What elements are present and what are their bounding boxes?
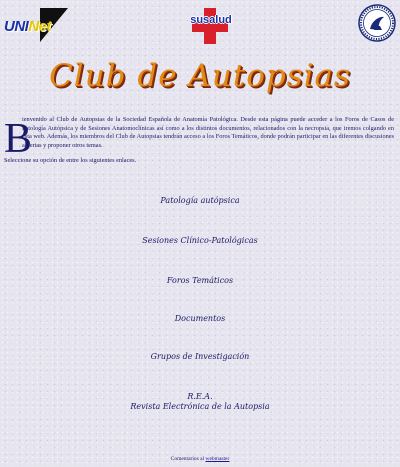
link-sesiones-clinico-patologicas[interactable]: Sesiones Clínico-Patológicas — [142, 236, 258, 245]
susalud-logo-text: susalud — [190, 14, 232, 26]
link-revista-electronica[interactable]: Revista Electrónica de la Autopsia — [130, 402, 270, 411]
link-patologia-autopsica[interactable]: Patología autópsica — [160, 196, 240, 205]
uninet-logo[interactable] — [4, 8, 68, 42]
link-rea-abbr[interactable]: R.E.A. — [187, 392, 213, 401]
susalud-logo[interactable] — [186, 8, 236, 44]
intro-paragraph: ienvenido al Club de Autopsias de la Sociedad Española de Anatomía Patológica. Desde esta página puede acceder a los Foros de Casos de Patología Autópsica y de Sesiones Anatomoclínicas así como a los distintos documentos, relacionados con la necropsia, que iremos colgando en esta web. Además, los miembros del Club de Autopsias tendrán acceso a los Foros Temáticos, donde podrán participar en las diferentes discusiones abiertas y proponer otros temas. — [22, 116, 394, 149]
intro-drop-cap: B — [4, 116, 33, 162]
seal-icon — [358, 4, 396, 42]
webmaster-link[interactable]: webmaster — [205, 456, 230, 462]
page-title: Club de Autopsias — [49, 58, 351, 94]
footer — [0, 456, 400, 462]
footer-text: Comentarios al — [170, 456, 206, 462]
link-documentos[interactable]: Documentos — [174, 314, 226, 323]
society-seal-logo[interactable] — [358, 4, 396, 42]
link-grupos-investigacion[interactable]: Grupos de Investigación — [150, 352, 250, 361]
link-foros-tematicos[interactable]: Foros Temáticos — [166, 276, 234, 285]
choose-option-text: Seleccione su opción de entre los siguientes enlaces. — [4, 157, 137, 164]
uninet-logo-text: UNINet — [4, 18, 52, 35]
